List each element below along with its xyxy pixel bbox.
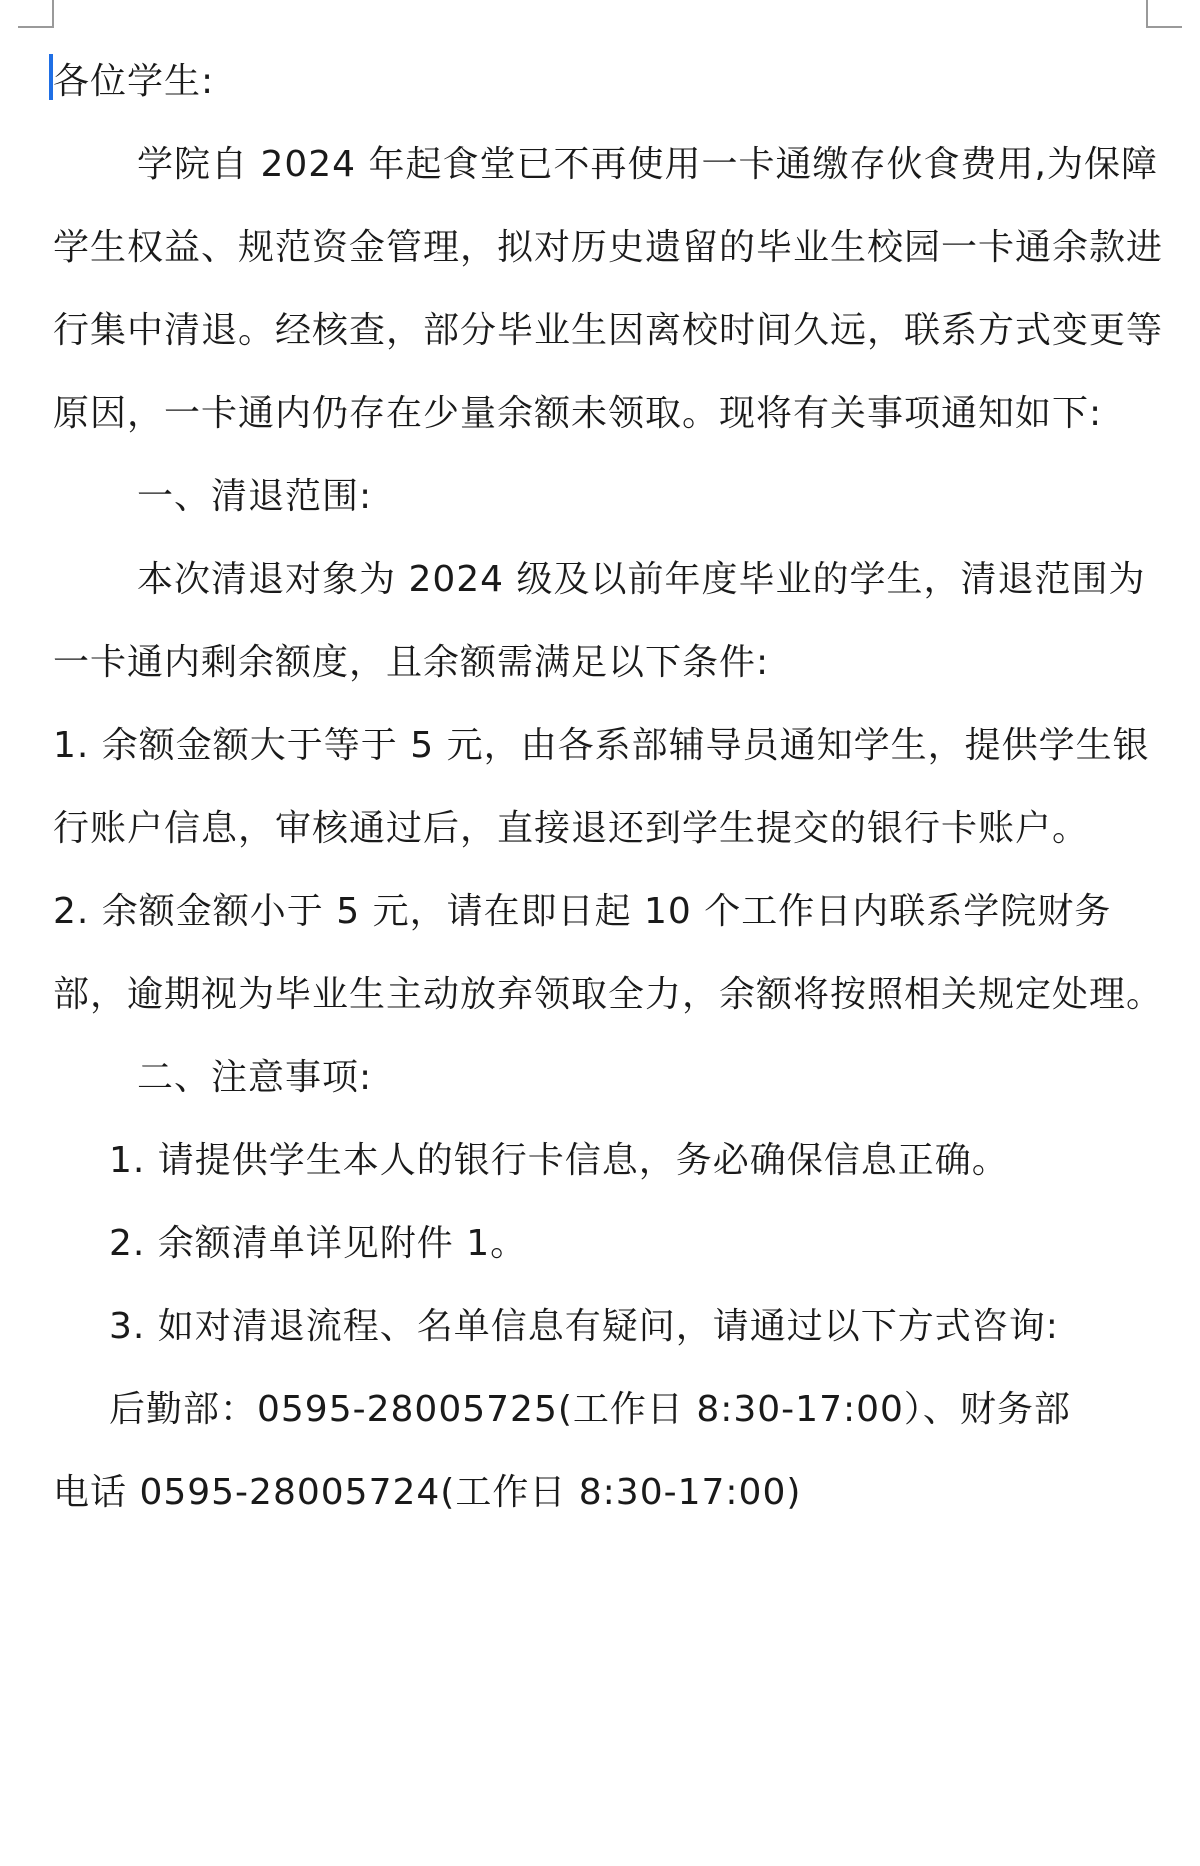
section-1-body: 本次清退对象为 2024 级及以前年度毕业的学生，清退范围为一卡通内剩余额度，且余额需满足以下条件: <box>53 559 1146 683</box>
rule-1: 1. 余额金额大于等于 5 元，由各系部辅导员通知学生，提供学生银行账户信息，审核通过后，直接退还到学生提交的银行卡账户。 <box>53 725 1150 849</box>
salutation: 各位学生: <box>53 61 215 102</box>
contact-line-1: 后勤部：0595-28005725(工作日 8:30-17:00）、财务部 <box>109 1389 1071 1430</box>
page-corner-mark-left <box>18 0 54 28</box>
note-1: 1. 请提供学生本人的银行卡信息，务必确保信息正确。 <box>109 1140 1009 1181</box>
contact-line-2: 电话 0595-28005724(工作日 8:30-17:00) <box>53 1472 802 1513</box>
section-1-title: 一、清退范围: <box>137 476 373 517</box>
intro-paragraph: 学院自 2024 年起食堂已不再使用一卡通缴存伙食费用,为保障学生权益、规范资金管理，拟对历史遗留的毕业生校园一卡通余款进行集中清退。经核查，部分毕业生因离校时间久远，联系方式变更等原因，一卡通内仍存在少量余额未领取。现将有关事项通知如下: <box>53 144 1164 434</box>
rule-2: 2. 余额金额小于 5 元，请在即日起 10 个工作日内联系学院财务部，逾期视为毕业生主动放弃领取全力，余额将按照相关规定处理。 <box>53 891 1164 1015</box>
section-2-title: 二、注意事项: <box>137 1057 373 1098</box>
note-3: 3. 如对清退流程、名单信息有疑问，请通过以下方式咨询: <box>109 1306 1059 1347</box>
document-body[interactable] <box>53 40 1163 1534</box>
note-2: 2. 余额清单详见附件 1。 <box>109 1223 528 1264</box>
page-corner-mark-right <box>1146 0 1182 28</box>
